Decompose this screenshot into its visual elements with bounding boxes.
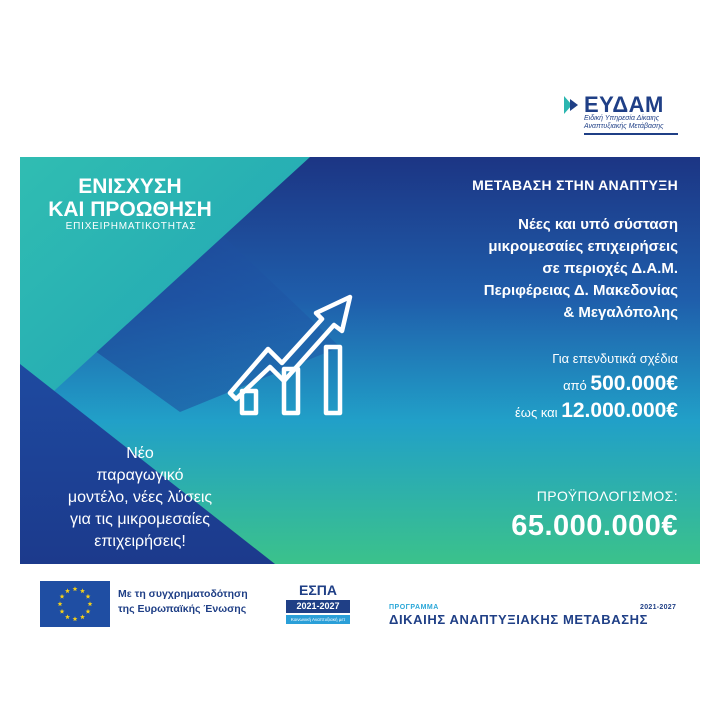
program-name: ΔΙΚΑΙΗΣ ΑΝΑΠΤΥΞΙΑΚΗΣ ΜΕΤΑΒΑΣΗΣ bbox=[389, 612, 649, 627]
logo-name: ΕΥΔΑΜ bbox=[584, 92, 664, 117]
left-subtitle: ΕΠΙΧΕΙΡΗΜΑΤΙΚΟΤΗΤΑΣ bbox=[65, 221, 197, 232]
description-line: & Μεγαλόπολης bbox=[563, 304, 678, 321]
eu-flag-icon bbox=[40, 581, 110, 627]
logo-underline bbox=[584, 133, 678, 135]
description-line: Περιφέρειας Δ. Μακεδονίας bbox=[483, 282, 678, 299]
left-bottom-line: επιχειρήσεις! bbox=[94, 533, 186, 550]
logo-subtitle bbox=[584, 115, 664, 131]
right-heading: ΜΕΤΑΒΑΣΗ ΣΤΗΝ ΑΝΑΠΤΥΞΗ bbox=[472, 177, 678, 193]
eu-line1: Με τη συγχρηματοδότηση bbox=[118, 588, 248, 600]
description-line: μικρομεσαίες επιχειρήσεις bbox=[488, 238, 678, 255]
left-bottom-line: παραγωγικό bbox=[96, 467, 184, 484]
program-label: ΠΡΟΓΡΑΜΜΑ bbox=[389, 604, 439, 611]
growth-chart-icon bbox=[224, 289, 364, 419]
espa-logo bbox=[286, 582, 350, 631]
espa-tagline-bar bbox=[286, 615, 350, 631]
logo-mark-icon bbox=[564, 96, 580, 114]
left-title-line1: ΕΝΙΣΧΥΣΗ bbox=[78, 175, 182, 198]
eu-cofunding-text bbox=[118, 587, 248, 617]
main-banner bbox=[20, 157, 700, 564]
budget-amount: 65.000.000€ bbox=[511, 510, 678, 542]
to-value: 12.000.000€ bbox=[561, 399, 678, 422]
logo-subtitle-line1: Ειδική Υπηρεσία Δίκαιης bbox=[584, 115, 660, 122]
description-line: Νέες και υπό σύσταση bbox=[518, 216, 678, 233]
espa-tagline: Κοινωνική Αναπτυξιακή μετ Μέλλος bbox=[290, 617, 346, 631]
investment-range bbox=[515, 346, 678, 425]
from-label: από bbox=[563, 378, 587, 393]
eu-line2: της Ευρωπαϊκής Ένωσης bbox=[118, 603, 247, 615]
left-title bbox=[20, 175, 240, 221]
left-bottom-line: μοντέλο, νέες λύσεις bbox=[67, 489, 213, 506]
left-bottom-line: για τις μικρομεσαίες bbox=[70, 511, 210, 528]
budget-label: ΠΡΟΫΠΟΛΟΓΙΣΜΟΣ: bbox=[536, 488, 678, 504]
espa-years: 2021-2027 bbox=[286, 600, 350, 613]
from-value: 500.000€ bbox=[590, 372, 678, 395]
investment-intro: Για επενδυτικά σχέδια bbox=[552, 351, 678, 366]
investment-from bbox=[515, 371, 678, 398]
program-years: 2021-2027 bbox=[640, 604, 677, 611]
left-bottom-line: Νέο bbox=[126, 445, 154, 462]
right-description bbox=[358, 214, 678, 324]
investment-to bbox=[515, 398, 678, 425]
description-line: σε περιοχές Δ.Α.Μ. bbox=[542, 260, 678, 277]
logo-subtitle-line2: Αναπτυξιακής Μετάβασης bbox=[584, 123, 664, 130]
espa-title: ΕΣΠΑ bbox=[299, 582, 337, 598]
eydam-logo bbox=[560, 92, 680, 136]
left-bottom-text bbox=[20, 443, 260, 553]
left-title-line2: ΚΑΙ ΠΡΟΩΘΗΣΗ bbox=[48, 198, 212, 221]
to-label: έως και bbox=[515, 405, 558, 420]
